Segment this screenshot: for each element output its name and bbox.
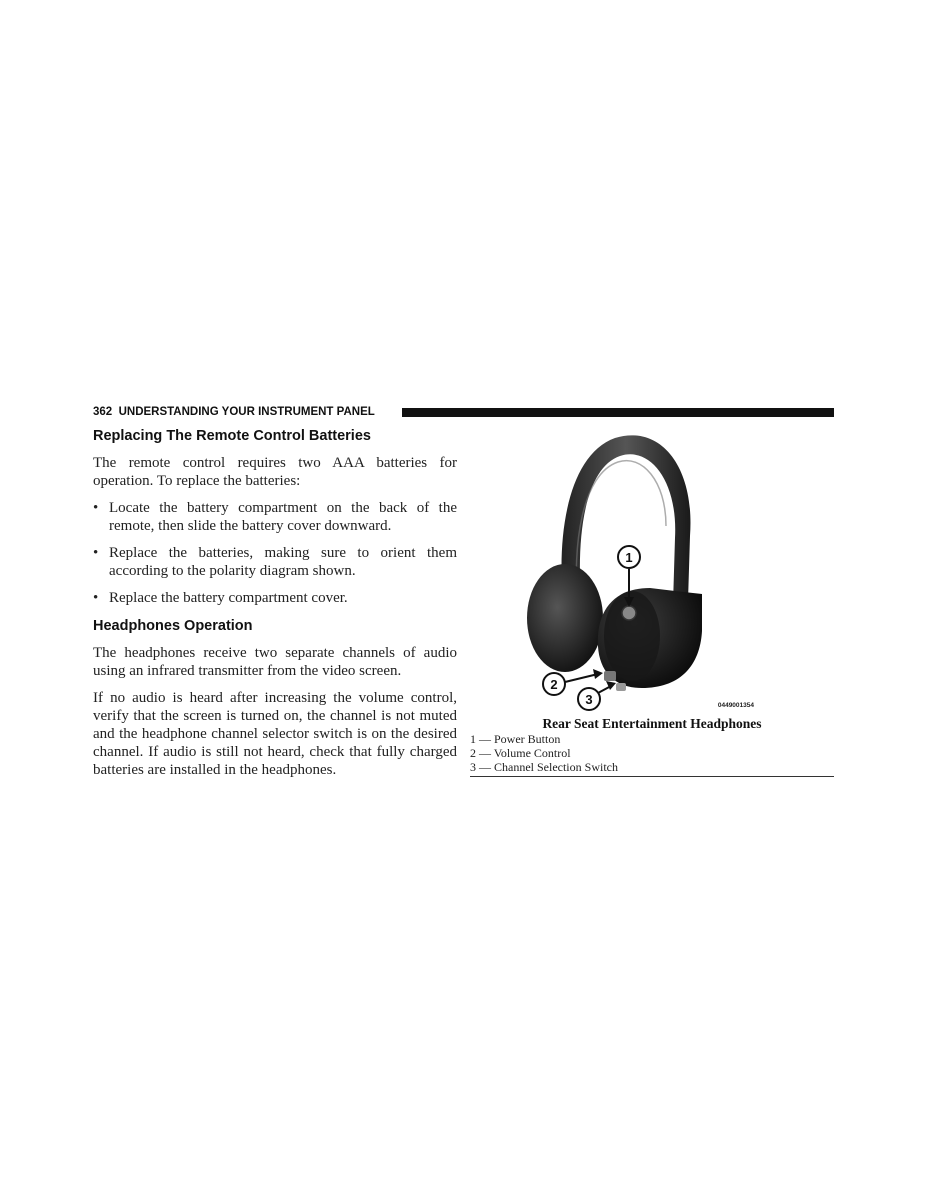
- headphones-figure: [470, 426, 834, 777]
- left-column: [93, 426, 457, 779]
- callout-3-label: 3: [585, 692, 593, 707]
- power-button: [622, 606, 636, 620]
- figure-code: 0449001354: [717, 702, 754, 709]
- figure-artwork: [470, 426, 834, 714]
- bullet-marker: •: [93, 545, 99, 561]
- callout-1-label: 1: [625, 550, 633, 565]
- bullet-marker: •: [93, 590, 99, 606]
- headphones-illustration: [470, 426, 834, 714]
- batteries-heading: Replacing The Remote Control Batteries: [93, 428, 371, 444]
- legend-item: 1 — Power Button: [470, 732, 561, 746]
- list-item: • Replace the battery compartment cover.: [93, 590, 348, 606]
- headphones-heading: Headphones Operation: [93, 618, 253, 634]
- battery-steps-list: [93, 499, 457, 607]
- page-header: [93, 405, 834, 419]
- channel-switch: [616, 683, 626, 691]
- callout-2-label: 2: [550, 677, 558, 692]
- legend-item: 2 — Volume Control: [470, 746, 571, 760]
- callout-3: [578, 681, 616, 710]
- list-item: • Locate the battery compartment on the back of the remote, then slide the battery cover downward.: [93, 500, 457, 534]
- bullet-marker: •: [93, 500, 99, 516]
- left-earcup: [527, 564, 603, 672]
- figure-caption: Rear Seat Entertainment Headphones: [542, 716, 762, 731]
- batteries-intro: The remote control requires two AAA batteries for operation. To replace the batteries:: [93, 455, 457, 489]
- legend-item: 3 — Channel Selection Switch: [470, 760, 618, 774]
- list-item: • Replace the batteries, making sure to orient them according to the polarity diagram shown.: [93, 545, 457, 579]
- header-text: [93, 405, 375, 419]
- volume-control: [604, 671, 616, 681]
- headphones-paragraph-2: If no audio is heard after increasing the volume control, verify that the screen is turned on, the channel is not muted and the headphone channel selector switch is on the desired channel. If audio is still not heard, check that fully charged batteries are installed in the headphones.: [93, 690, 457, 778]
- header-rule: [402, 408, 834, 417]
- section-title: UNDERSTANDING YOUR INSTRUMENT PANEL: [118, 406, 375, 418]
- figure-legend: [470, 732, 834, 774]
- legend-rule: [470, 776, 834, 777]
- page-number: 362: [93, 406, 113, 418]
- headphones-paragraph-1: The headphones receive two separate channels of audio using an infrared transmitter from the video screen.: [93, 645, 457, 679]
